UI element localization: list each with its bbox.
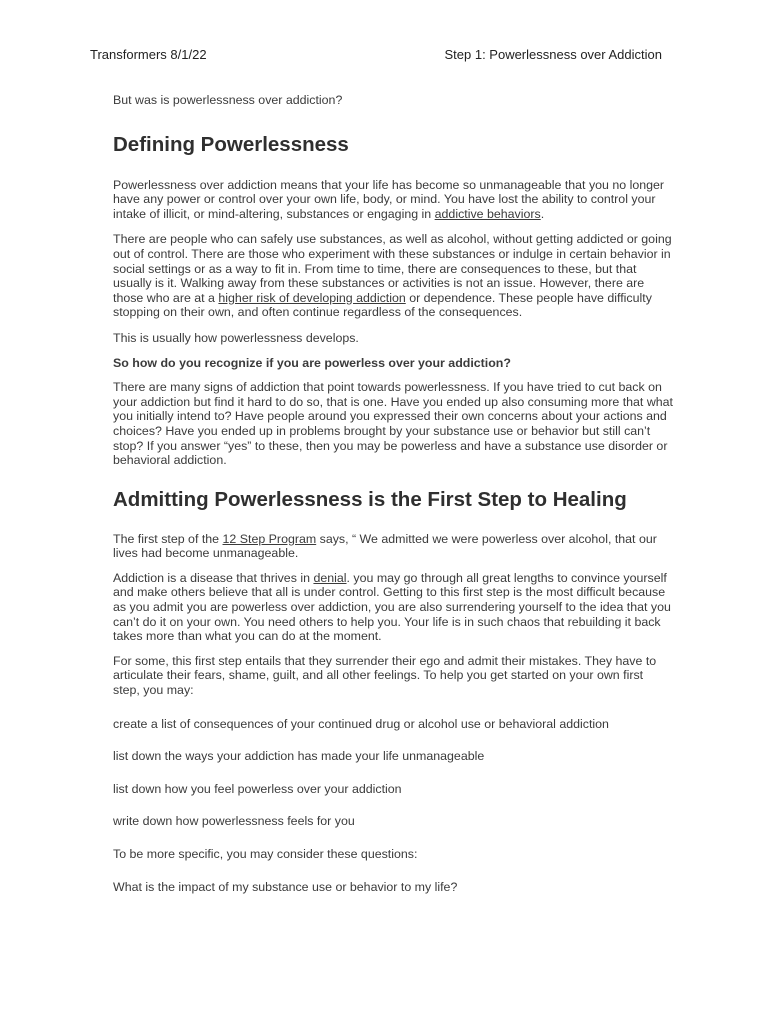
section1-paragraph-2 [113, 232, 673, 320]
header-right: Step 1: Powerlessness over Addiction [444, 47, 662, 62]
list-item: list down how you feel powerless over your addiction [113, 781, 402, 796]
section2-heading: Admitting Powerlessness is the First Step to Healing [113, 487, 627, 511]
section2-p1-end: says, “ We admitted we were powerless over alcohol, that our lives had become unmanageable. [113, 531, 657, 561]
list-item: write down how powerlessness feels for you [113, 814, 355, 829]
section2-paragraph-1 [113, 532, 673, 561]
twelve-step-program-link[interactable]: 12 Step Program [222, 531, 317, 546]
list-item: create a list of consequences of your continued drug or alcohol use or behavioral addiction [113, 716, 609, 731]
section1-subheading: So how do you recognize if you are powerless over your addiction? [113, 355, 511, 370]
section1-paragraph-4: There are many signs of addiction that point towards powerlessness. If you have tried to cut back on your addiction but find it hard to do so, that is one. Have you ended up also consuming more that what you initially intend to? Have people around you expressed their own concerns about your actions and choices? Have you ended up in problems brought by your substance use or behavior but still can’t stop? If you answer “yes” to these, then you may be powerless and have a substance use disorder or behavioral addiction. [113, 380, 673, 468]
question-1: What is the impact of my substance use or behavior to my life? [113, 879, 458, 894]
section1-p1-end: . [540, 206, 545, 221]
section2-p1-start: The first step of the [113, 531, 223, 546]
document-body [113, 93, 673, 894]
section2-paragraph-3: For some, this first step entails that they surrender their ego and admit their mistakes. They have to articulate their fears, shame, guilt, and all other feelings. To help you get started on your own first step, you may: [113, 653, 657, 698]
section2-p2-end: . you may go through all great lengths to convince yourself and make others believe that all is under control. Getting to this first step is the most difficult because as you admit you are powerless over addiction, you are also surrendering yourself to the idea that you can’t do it on your own. You need others to help you. Your life is in such chaos that rebuilding it back takes more than what you can do at the moment. [113, 570, 671, 644]
section2-paragraph-4: To be more specific, you may consider these questions: [113, 847, 418, 861]
section2-p2-start: Addiction is a disease that thrives in [113, 570, 314, 585]
header-left: Transformers 8/1/22 [90, 47, 207, 62]
addictive-behaviors-link[interactable]: addictive behaviors [434, 206, 541, 221]
intro-question: But was is powerlessness over addiction? [113, 93, 343, 107]
denial-link[interactable]: denial [313, 570, 347, 585]
section1-p2-text: There are people who can safely use substances, as well as alcohol, without getting addicted or going out of control. There are those who experiment with these substances or indulge in certain behavior in social settings or as a way to fit in. From time to time, there are consequences to these, but that usually is it. Walking away from these substances or activities is not an issue. However, there are those who are at a [113, 232, 672, 305]
section1-paragraph-1 [113, 178, 673, 222]
section1-p1-text: Powerlessness over addiction means that your life has become so unmanageable that you no longer have any power or control over your own life, body, or mind. You have lost the ability to control your intake of illicit, or mind-altering, substances or engaging in [113, 177, 665, 221]
section2-paragraph-2 [113, 571, 673, 644]
list-item: list down the ways your addiction has made your life unmanageable [113, 749, 485, 764]
section1-paragraph-3: This is usually how powerlessness develops. [113, 330, 359, 345]
higher-risk-link[interactable]: higher risk of developing addiction [218, 290, 406, 305]
section1-heading: Defining Powerlessness [113, 132, 349, 156]
section1-p2-end: or dependence. These people have difficulty stopping on their own, and often continue regardless of the consequences. [113, 290, 652, 320]
